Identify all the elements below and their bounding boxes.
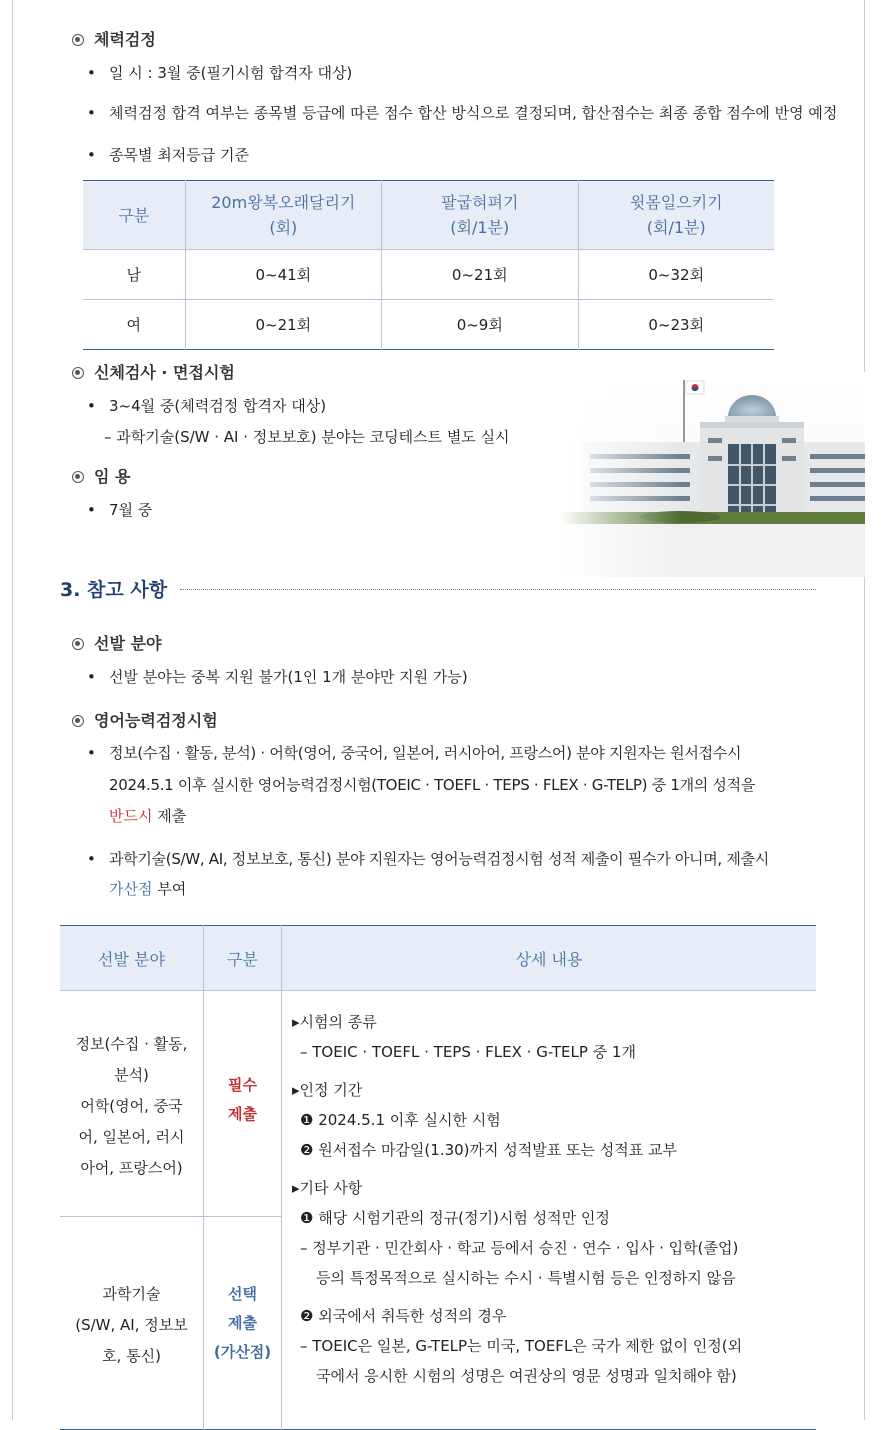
table-cell: 0~21회 [185, 300, 381, 350]
english-para1-line3: 반드시 제출 [109, 807, 187, 825]
table-row [60, 991, 816, 1217]
table-cell: 0~9회 [382, 300, 578, 350]
table-header-row [83, 181, 774, 250]
table-row [83, 250, 774, 300]
fitness-bullet-1: • 일 시 : 3월 중(필기시험 합격자 대상) [87, 64, 353, 82]
interview-bullet: • 3~4월 중(체력검정 합격자 대상) [87, 397, 327, 415]
field-cell-science: 과학기술 (S/W, AI, 정보보 호, 통신) [60, 1217, 204, 1430]
english-para2-line2: 가산점 부여 [109, 880, 187, 898]
table-cell: 0~21회 [382, 250, 578, 300]
english-para1-line1: • 정보(수집 · 활동, 분석) · 어학(영어, 중국어, 일본어, 러시아어, 프랑스어) 분야 지원자는 원서접수시 [87, 744, 742, 762]
emphasis-text: 반드시 [109, 807, 153, 825]
detail-item: ❶ 해당 시험기관의 정규(정기)시험 성적만 인정 [300, 1209, 610, 1227]
english-para2-line1: • 과학기술(S/W, AI, 정보보호, 통신) 분야 지원자는 영어능력검정시험 성적 제출이 필수가 아니며, 제출시 [87, 850, 769, 868]
english-para1-line2: 2024.5.1 이후 실시한 영어능력검정시험(TOEIC · TOEFL · TEPS · FLEX · G-TELP) 중 1개의 성적을 [109, 776, 756, 794]
detail-item: – TOEIC · TOEFL · TEPS · FLEX · G-TELP 중 1개 [300, 1043, 636, 1061]
table-cell: 0~41회 [185, 250, 381, 300]
detail-item: ❶ 2024.5.1 이후 실시한 시험 [300, 1111, 501, 1129]
detail-item: ▸기타 사항 [292, 1179, 363, 1197]
table-header-cell: 선발 분야 [60, 926, 204, 991]
detail-item: ❷ 원서접수 마감일(1.30)까지 성적발표 또는 성적표 교부 [300, 1141, 677, 1159]
table-cell: 0~23회 [578, 300, 774, 350]
type-cell-optional: 선택 제출 (가산점) [204, 1217, 282, 1430]
table-cell: 0~32회 [578, 250, 774, 300]
detail-item: ▸시험의 종류 [292, 1013, 377, 1031]
appoint-bullet: • 7월 중 [87, 501, 153, 519]
type-cell-required: 필수 제출 [204, 991, 282, 1217]
circle-bullet-icon [72, 367, 84, 379]
table-header-cell: 구분 [204, 926, 282, 991]
circle-bullet-icon [72, 715, 84, 727]
detail-item: 등의 특정목적으로 실시하는 수시 · 특별시험 등은 인정하지 않음 [316, 1269, 736, 1287]
field-bullet: • 선발 분야는 중복 지원 불가(1인 1개 분야만 지원 가능) [87, 668, 468, 686]
fitness-grade-table [83, 180, 774, 350]
english-requirement-table [60, 925, 816, 1430]
table-row [83, 300, 774, 350]
interview-sub-note: – 과학기술(S/W · AI · 정보보호) 분야는 코딩테스트 별도 실시 [104, 428, 510, 446]
fitness-bullet-3: • 종목별 최저등급 기준 [87, 146, 249, 164]
table-header-cell: 팔굽혀펴기 (회/1분) [382, 181, 578, 250]
interview-heading: 신체검사 · 면접시험 [72, 360, 235, 383]
fitness-heading: 체력검정 [72, 27, 156, 50]
detail-item: ▸인정 기간 [292, 1081, 363, 1099]
emphasis-text: 가산점 [109, 880, 153, 898]
field-cell-info-language: 정보(수집 · 활동, 분석) 어학(영어, 중국 어, 일본어, 러시 아어, 프랑스어) [60, 991, 204, 1217]
nis-building-image [560, 372, 865, 577]
table-cell: 여 [83, 300, 185, 350]
detail-item: ❷ 외국에서 취득한 성적의 경우 [300, 1307, 507, 1325]
circle-bullet-icon [72, 471, 84, 483]
circle-bullet-icon [72, 638, 84, 650]
table-header-cell: 20m왕복오래달리기 (회) [185, 181, 381, 250]
section-title: 3. 참고 사항 [60, 579, 168, 601]
table-header-cell: 구분 [83, 181, 185, 250]
detail-item: 국에서 응시한 시험의 성명은 여권상의 영문 성명과 일치해야 함) [316, 1367, 737, 1385]
english-heading: 영어능력검정시험 [72, 708, 218, 731]
fitness-bullet-2: • 체력검정 합격 여부는 종목별 등급에 따른 점수 합산 방식으로 결정되며, 합산점수는 최종 종합 점수에 반영 예정 [87, 104, 838, 122]
table-header-row [60, 926, 816, 991]
table-header-cell: 윗몸일으키기 (회/1분) [578, 181, 774, 250]
section-divider [180, 589, 816, 590]
detail-item: – TOEIC은 일본, G-TELP는 미국, TOEFL은 국가 제한 없이 인정(외 [300, 1337, 743, 1355]
circle-bullet-icon [72, 34, 84, 46]
detail-item: – 정부기관 · 민간회사 · 학교 등에서 승진 · 연수 · 입사 · 입학(졸업) [300, 1239, 739, 1257]
table-header-cell: 상세 내용 [282, 926, 817, 991]
field-heading: 선발 분야 [72, 631, 161, 654]
appoint-heading: 임 용 [72, 464, 130, 487]
detail-cell [282, 991, 817, 1430]
table-cell: 남 [83, 250, 185, 300]
